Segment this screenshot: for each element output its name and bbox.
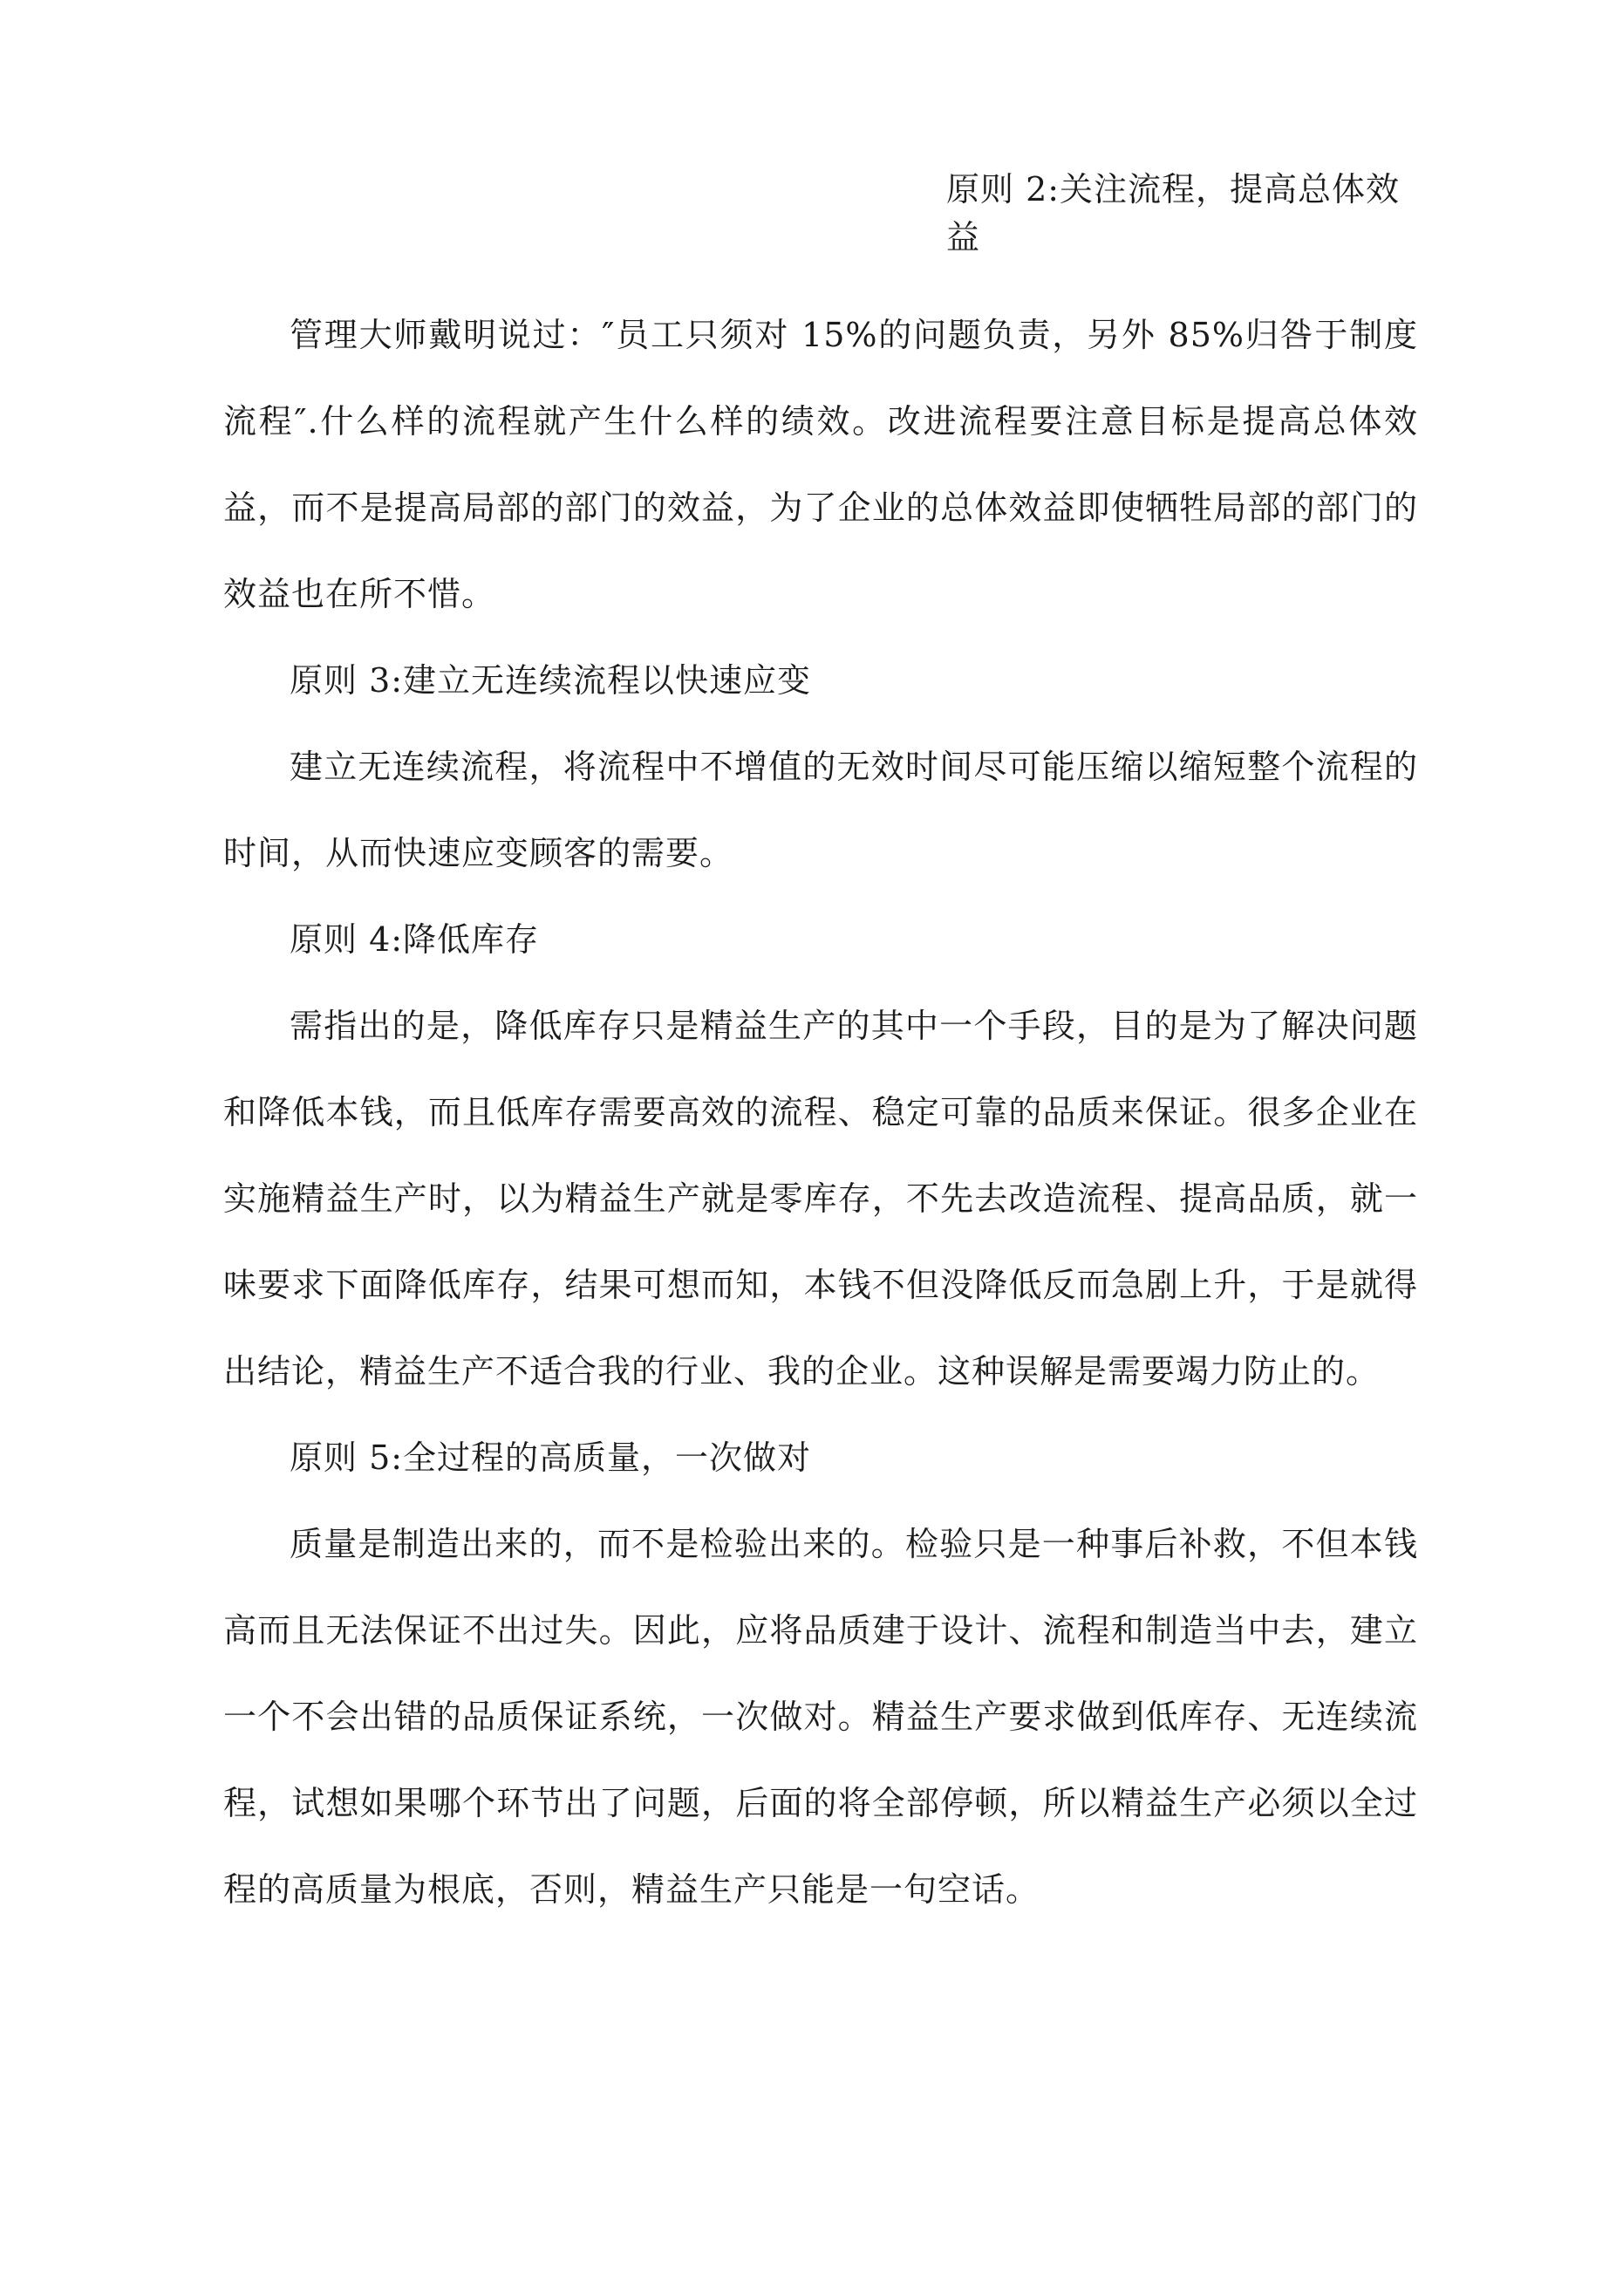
principle-5-heading: 原则 5:全过程的高质量，一次做对 bbox=[290, 1438, 812, 1477]
principle-3-heading: 原则 3:建立无连续流程以快速应变 bbox=[290, 661, 812, 700]
paragraph-reduce-inventory: 需指出的是，降低库存只是精益生产的其中一个手段，目的是为了解决问题和降低本钱，而且低库存需要高效的流程、稳定可靠的品质来保证。很多企业在实施精益生产时，以为精益生产就是零库存，不先去改造流程、提高品质，就一味要求下面降低库存，结果可想而知，本钱不但没降低反而急剧上升，于是就得出结论，精益生产不适合我的行业、我的企业。这种误解是需要竭力防止的。 bbox=[223, 1007, 1418, 1391]
document-body bbox=[223, 292, 1418, 1933]
paragraph-deming-quote: 管理大师戴明说过：″员工只须对 15%的问题负责，另外 85%归咎于制度流程″.什么样的流程就产生什么样的绩效。改进流程要注意目标是提高总体效益，而不是提高局部的部门的效益，为了企业的总体效益即使牺牲局部的部门的效益也在所不惜。 bbox=[223, 316, 1418, 613]
paragraph-continuous-flow: 建立无连续流程，将流程中不增值的无效时间尽可能压缩以缩短整个流程的时间，从而快速应变顾客的需要。 bbox=[223, 748, 1418, 872]
paragraph-quality: 质量是制造出来的，而不是检验出来的。检验只是一种事后补救，不但本钱高而且无法保证不出过失。因此，应将品质建于设计、流程和制造当中去，建立一个不会出错的品质保证系统，一次做对。精益生产要求做到低库存、无连续流程，试想如果哪个环节出了问题，后面的将全部停顿，所以精益生产必须以全过程的高质量为根底，否则，精益生产只能是一句空话。 bbox=[223, 1525, 1418, 1909]
principle-2-heading: 原则 2:关注流程，提高总体效益 bbox=[946, 170, 1401, 256]
principle-4-heading: 原则 4:降低库存 bbox=[290, 920, 540, 959]
